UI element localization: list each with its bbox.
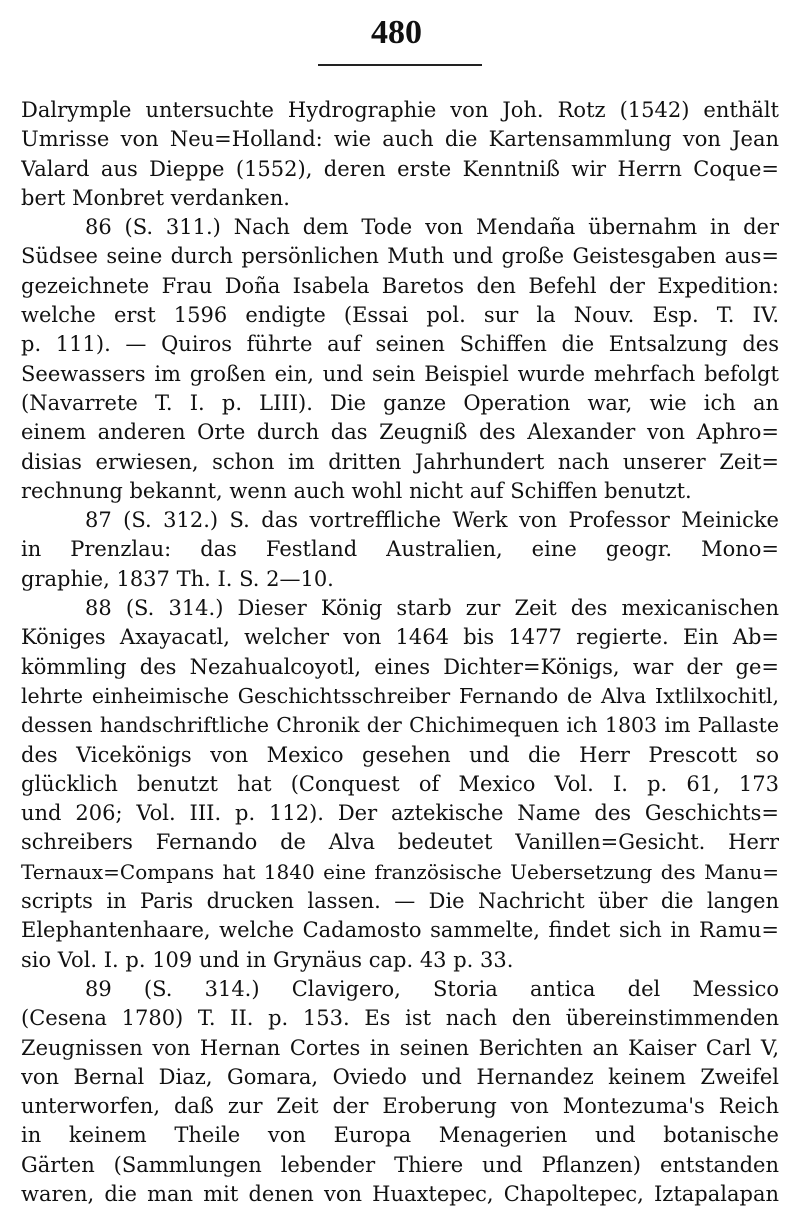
text-line: welche erst 1596 endigte (Essai pol. sur la Nouv. Esp. T. IV.: [21, 303, 779, 328]
text-line: Seewassers im großen ein, und sein Beispiel wurde mehrfach befolgt: [21, 361, 779, 386]
text-line: glücklich benutzt hat (Conquest of Mexico Vol. I. p. 61, 173: [21, 771, 779, 796]
text-line: Königes Axayacatl, welcher von 1464 bis 1477 regierte. Ein Ab=: [21, 625, 779, 650]
text-line: 88 (S. 314.) Dieser König starb zur Zeit des mexicanischen: [85, 596, 779, 621]
text-line: in keinem Theile von Europa Menagerien und botanische: [21, 1123, 779, 1148]
text-line: p. 111). — Quiros führte auf seinen Schiffen die Entsalzung des: [21, 332, 779, 357]
text-line: (Navarrete T. I. p. LIII). Die ganze Operation war, wie ich an: [21, 390, 779, 415]
text-line: von Bernal Diaz, Gomara, Oviedo und Hernandez keinem Zweifel: [21, 1064, 779, 1089]
text-line: des Vicekönigs von Mexico gesehen und die Herr Prescott so: [21, 742, 779, 767]
text-line: lehrte einheimische Geschichtsschreiber Fernando de Alva Ixtlilxochitl,: [21, 683, 779, 708]
text-line: 89 (S. 314.) Clavigero, Storia antica del Messico: [85, 976, 779, 1001]
text-line: kömmling des Nezahualcoyotl, eines Dichter=Königs, war der ge=: [21, 654, 779, 679]
text-line: gezeichnete Frau Doña Isabela Baretos den Befehl der Expedition:: [21, 273, 779, 298]
text-line: scripts in Paris drucken lassen. — Die Nachricht über die langen: [21, 889, 779, 914]
text-line: 87 (S. 312.) S. das vortreffliche Werk von Professor Meinicke: [85, 508, 779, 533]
text-line: disias erwiesen, schon im dritten Jahrhundert nach unserer Zeit=: [21, 449, 779, 474]
text-line: Ternaux=Compans hat 1840 eine französische Uebersetzung des Manu=: [21, 859, 779, 884]
text-line: rechnung bekannt, wenn auch wohl nicht auf Schiffen benutzt.: [21, 478, 692, 503]
text-line: Zeugnissen von Hernan Cortes in seinen Berichten an Kaiser Carl V,: [21, 1035, 779, 1060]
text-line: Gärten (Sammlungen lebender Thiere und Pflanzen) entstanden: [21, 1152, 779, 1177]
text-line: sio Vol. I. p. 109 und in Grynäus cap. 43 p. 33.: [21, 947, 514, 972]
text-line: bert Monbret verdanken.: [21, 185, 290, 210]
page-number: 480: [371, 14, 422, 51]
text-block: [21, 96, 779, 1209]
text-line: 86 (S. 311.) Nach dem Tode von Mendaña übernahm in der: [85, 215, 779, 240]
text-line: waren, die man mit denen von Huaxtepec, Chapoltepec, Iztapalapan: [21, 1181, 779, 1206]
text-line: unterworfen, daß zur Zeit der Eroberung von Montezuma's Reich: [21, 1094, 779, 1119]
text-line: (Cesena 1780) T. II. p. 153. Es ist nach den übereinstimmenden: [21, 1006, 779, 1031]
text-line: Umrisse von Neu=Holland: wie auch die Kartensammlung von Jean: [21, 127, 779, 152]
text-line: in Prenzlau: das Festland Australien, eine geogr. Mono=: [21, 537, 779, 562]
text-line: und 206; Vol. III. p. 112). Der aztekische Name des Geschichts=: [21, 801, 779, 826]
text-line: schreibers Fernando de Alva bedeutet Vanillen=Gesicht. Herr: [21, 830, 779, 855]
text-line: Südsee seine durch persönlichen Muth und große Geistesgaben aus=: [21, 244, 779, 269]
text-line: Dalrymple untersuchte Hydrographie von Joh. Rotz (1542) enthält: [21, 98, 779, 122]
text-line: Elephantenhaare, welche Cadamosto sammelte, findet sich in Ramu=: [21, 918, 779, 943]
text-line: Valard aus Dieppe (1552), deren erste Kenntniß wir Herrn Coque=: [21, 156, 779, 181]
header-rule: [318, 64, 482, 66]
text-line: graphie, 1837 Th. I. S. 2—10.: [21, 566, 334, 591]
text-line: dessen handschriftliche Chronik der Chichimequen ich 1803 im Pallaste: [21, 713, 779, 738]
text-line: einem anderen Orte durch das Zeugniß des Alexander von Aphro=: [21, 420, 779, 445]
